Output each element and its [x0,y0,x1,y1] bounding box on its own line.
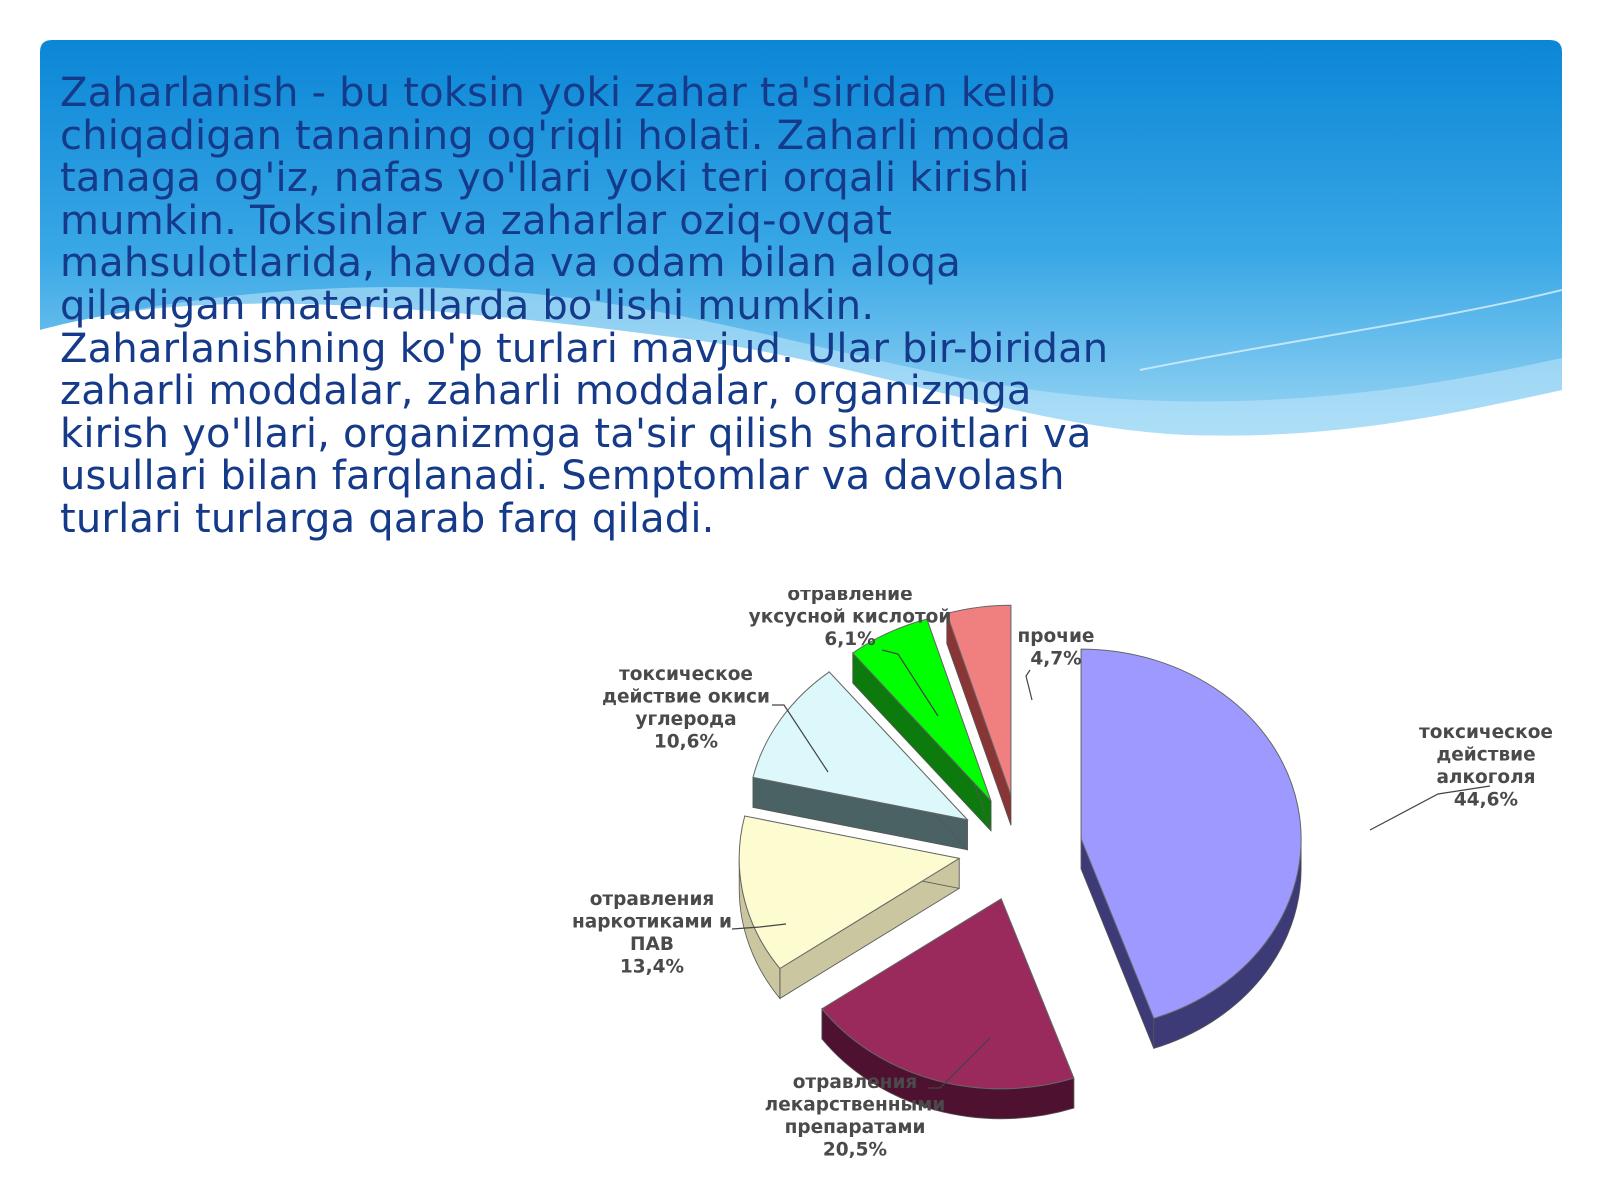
body-paragraph: Zaharlanish - bu toksin yoki zahar ta'siridan kelib chiqadigan tananing og'riqli holati. Zaharli modda tanaga og'iz, nafas yo'llari yoki teri orqali kirishi mumkin. Toksinlar va zaharlar oziq-ovqat mahsulotlarida, havoda va odam bilan aloqa qiladigan materiallarda bo'lishi mumkin. Zaharlanishning ko'p turlari mavjud. Ular bir-biridan zaharli moddalar, zaharli moddalar, organizmga kirish yo'llari, organizmga ta'sir qilish sharoitlari va usullari bilan farqlanadi. Semptomlar va davolash turlari turlarga qarab farq qiladi. [60,70,1109,542]
slice-label-line: лекарственными [764,1094,946,1116]
slice-label-line: уксусной кислотой [748,606,952,628]
pie-slice-1 [1081,649,1301,1048]
leader-line-6 [1026,670,1032,700]
slice-label-line: наркотиками и [572,911,732,933]
slice-label-line: отравления [792,1072,918,1093]
slice-value-label: 10,6% [653,731,719,753]
slice-label-3 [572,889,732,978]
slice-label-line: действие окиси [602,686,770,708]
slice-label-line: алкоголя [1436,767,1536,788]
slice-value-label: 44,6% [1453,789,1519,811]
slice-label-line: прочие [1017,626,1095,647]
slice-label-line: токсическое [619,664,753,685]
slice-value-label: 6,1% [824,629,876,650]
slice-label-line: препаратами [784,1117,926,1138]
slice-value-label: 13,4% [619,956,685,978]
slice-value-label: 4,7% [1030,648,1082,670]
slice-value-label: 20,5% [822,1139,888,1161]
slice-label-line: действие [1436,744,1536,766]
slice-label-line: ПАВ [630,934,674,955]
slice-label-line: отравления [589,889,715,910]
slice-label-line: отравление [787,590,913,605]
slice-label-1 [1419,722,1553,811]
slice-label-4 [602,664,770,753]
slice-label-line: токсическое [1419,722,1553,743]
slice-label-line: углерода [635,709,737,730]
pie-chart [560,590,1600,1200]
